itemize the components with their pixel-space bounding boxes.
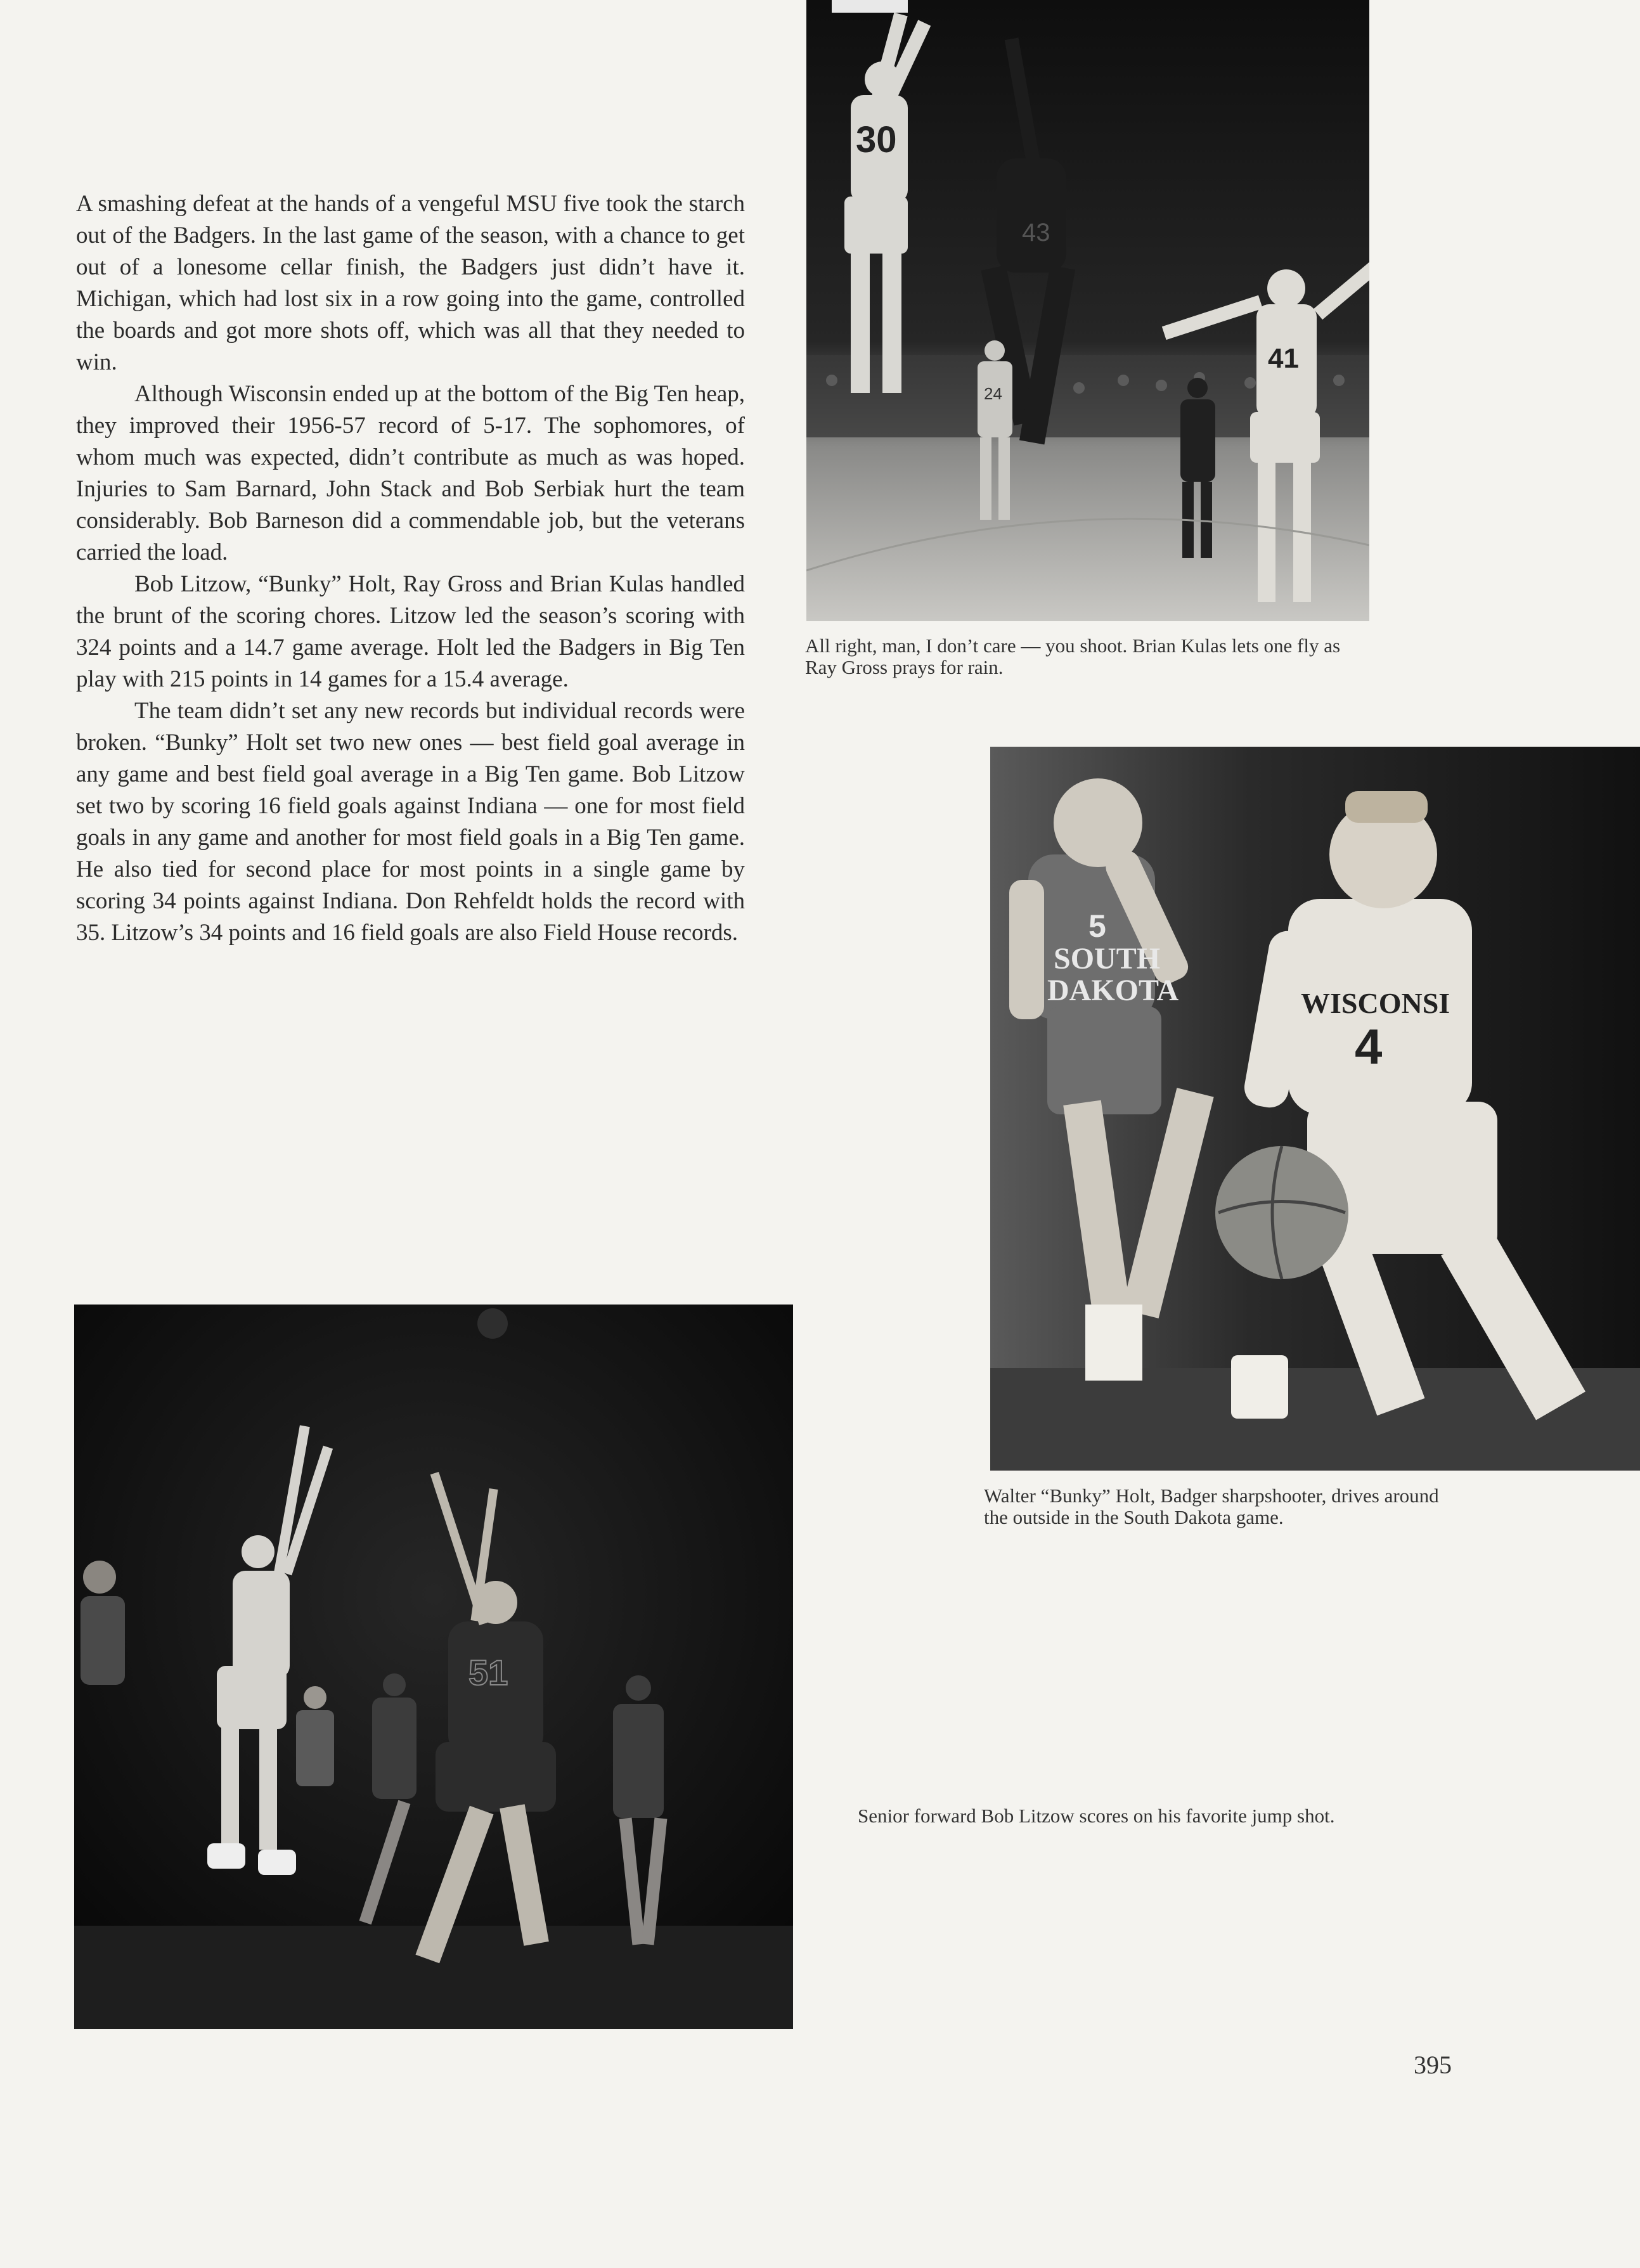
defender-51-jersey-number: 51 (468, 1653, 508, 1692)
photo-holt-drive (990, 747, 1640, 1471)
article-body (76, 188, 745, 949)
caption-holt-drive: Walter “Bunky” Holt, Badger sharpshooter, drives around the outside in the South Dakota game. (984, 1485, 1439, 1528)
paragraph-1: A smashing defeat at the hands of a vengeful MSU five took the starch out of the Badgers. In the last game of the season, with a chance to get out of a lonesome cellar finish, the Badgers just didn’t have it. Michigan, which had lost six in a row going into the game, controlled the boards and got more shots off, which was all that they needed to win. (76, 191, 745, 375)
player-24-jersey-number: 24 (984, 384, 1002, 403)
player-41-jersey-number: 41 (1268, 343, 1299, 374)
south-dakota-jersey-top: SOUTH (1054, 942, 1161, 976)
wisconsin-jersey-name: WISCONSI (1301, 987, 1450, 1019)
caption-litzow-jump-shot: Senior forward Bob Litzow scores on his favorite jump shot. (858, 1805, 1335, 1827)
wisconsin-jersey-number: 4 (1355, 1019, 1383, 1074)
south-dakota-number: 5 (1088, 908, 1106, 944)
photo-kulas-shot (806, 0, 1369, 621)
shooter-jersey-number: 30 (856, 119, 897, 160)
caption-kulas-shot: All right, man, I don’t care — you shoot. Brian Kulas lets one fly as Ray Gross prays for rain. (805, 635, 1341, 678)
paragraph-4: The team didn’t set any new records but individual records were broken. “Bunky” Holt set two new ones — best field goal average in any game and best field goal average in a Big Ten game. Bob Litzow set two by scoring 16 field goals against Indiana — one for most field goals in any game and another for most field goals in a Big Ten game. He also tied for second place for most points in a single game by scoring 34 points against Indiana. Don Rehfeldt holds the record with 35. Litzow’s 34 points and 16 field goals are also Field House records. (76, 698, 745, 946)
photo-litzow-jump-shot (74, 1305, 793, 2029)
paragraph-2: Although Wisconsin ended up at the bottom of the Big Ten heap, they improved their 1956-57 record of 5-17. The sophomores, of whom much was expected, didn’t contribute as much as was hoped. Injuries to Sam Barnard, John Stack and Bob Serbiak hurt the team considerably. Bob Barneson did a commendable job, but the veterans carried the load. (76, 381, 745, 565)
page-number: 395 (1414, 2051, 1452, 2079)
paragraph-3: Bob Litzow, “Bunky” Holt, Ray Gross and Brian Kulas handled the brunt of the scoring chores. Litzow led the season’s scoring with 324 points and a 14.7 game average. Holt led the Badgers in Big Ten play with 215 points in 14 games for a 15.4 average. (76, 571, 745, 692)
south-dakota-jersey-bottom: DAKOTA (1047, 974, 1179, 1007)
defender-jersey-number: 43 (1022, 219, 1050, 247)
